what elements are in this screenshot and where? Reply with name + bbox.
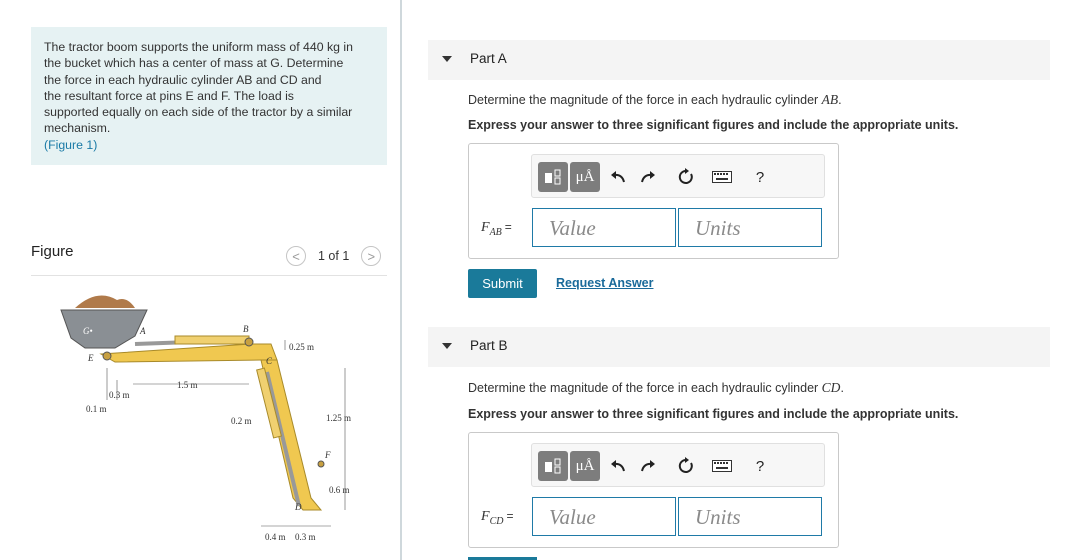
- help-button[interactable]: ?: [755, 457, 765, 475]
- undo-icon[interactable]: [608, 457, 628, 475]
- dim-15: 1.5 m: [177, 380, 198, 390]
- question-suffix: .: [840, 381, 844, 395]
- var-sub: AB: [489, 226, 502, 238]
- part-a-question: [468, 92, 842, 108]
- dim-01: 0.1 m: [86, 404, 107, 414]
- question-suffix: .: [838, 93, 842, 107]
- var-main: F: [481, 509, 490, 524]
- collapse-caret-icon[interactable]: [442, 343, 452, 349]
- equals-sign: =: [506, 509, 514, 523]
- units-symbol-button[interactable]: μÅ: [570, 162, 600, 192]
- prev-figure-button[interactable]: <: [286, 246, 306, 266]
- figure-pager: [286, 245, 381, 267]
- problem-line: supported equally on each side of the tractor by a similar: [44, 105, 353, 120]
- pin-b: [245, 338, 253, 346]
- var-sub: CD: [489, 515, 504, 527]
- collapse-caret-icon[interactable]: [442, 56, 452, 62]
- keyboard-icon[interactable]: [712, 457, 732, 475]
- pin-e: [103, 352, 111, 360]
- equals-sign: =: [504, 220, 512, 234]
- problem-pane: [0, 0, 400, 560]
- label-a: A: [140, 326, 146, 336]
- label-d: D: [295, 502, 302, 512]
- template-icon: [543, 456, 563, 476]
- question-var: CD: [821, 380, 841, 395]
- value-input[interactable]: Value: [532, 208, 676, 247]
- next-figure-button[interactable]: >: [361, 246, 381, 266]
- figure-link[interactable]: (Figure 1): [44, 137, 98, 152]
- pane-divider[interactable]: [400, 0, 402, 560]
- reset-icon[interactable]: [676, 168, 696, 186]
- part-b-question: [468, 380, 844, 396]
- redo-icon[interactable]: [638, 168, 658, 186]
- label-e: E: [88, 353, 94, 363]
- redo-icon[interactable]: [638, 457, 658, 475]
- bucket: [61, 310, 147, 348]
- dim-025: 0.25 m: [289, 342, 315, 352]
- reset-icon[interactable]: [676, 457, 696, 475]
- problem-line: the force in each hydraulic cylinder AB and CD and: [44, 72, 322, 87]
- problem-line: mechanism.: [44, 121, 111, 136]
- dim-03: 0.3 m: [109, 390, 130, 400]
- template-button[interactable]: [538, 451, 568, 481]
- cylinder-ab: [175, 336, 249, 344]
- figure-divider: [31, 275, 387, 276]
- label-c: C: [266, 356, 273, 366]
- part-b-title: Part B: [470, 338, 508, 353]
- question-text: Determine the magnitude of the force in each hydraulic cylinder: [468, 381, 822, 395]
- problem-line: the resultant force at pins E and F. The load is: [44, 88, 294, 103]
- part-b-answer-box: [468, 432, 839, 548]
- template-button[interactable]: [538, 162, 568, 192]
- figure-title: Figure: [31, 243, 74, 260]
- units-input[interactable]: Units: [678, 208, 822, 247]
- dim-125: 1.25 m: [326, 413, 352, 423]
- math-toolbar: [531, 154, 825, 198]
- dim-06: 0.6 m: [329, 485, 350, 495]
- template-icon: [543, 167, 563, 187]
- units-symbol-button[interactable]: μÅ: [570, 451, 600, 481]
- question-var: AB: [821, 92, 839, 107]
- label-f: F: [325, 450, 331, 460]
- submit-button[interactable]: Submit: [468, 269, 537, 298]
- part-a-title: Part A: [470, 51, 507, 66]
- part-b-instruction: Express your answer to three significant figures and include the appropriate units.: [468, 407, 959, 421]
- variable-label: [481, 220, 512, 238]
- request-answer-link[interactable]: Request Answer: [556, 276, 654, 290]
- problem-statement: [31, 27, 387, 165]
- variable-label: [481, 509, 513, 527]
- question-text: Determine the magnitude of the force in each hydraulic cylinder: [468, 93, 822, 107]
- dim-02: 0.2 m: [231, 416, 252, 426]
- dim-03b: 0.3 m: [295, 532, 316, 542]
- dim-04: 0.4 m: [265, 532, 286, 542]
- problem-line: The tractor boom supports the uniform mass of 440 kg in: [44, 40, 353, 54]
- bucket-load: [75, 296, 135, 309]
- pin-f: [318, 461, 324, 467]
- tractor-boom-figure: [55, 288, 365, 553]
- keyboard-icon[interactable]: [712, 168, 732, 186]
- help-button[interactable]: ?: [755, 168, 765, 186]
- value-input[interactable]: Value: [532, 497, 676, 536]
- math-toolbar: [531, 443, 825, 487]
- label-b: B: [243, 324, 249, 334]
- part-b-header[interactable]: [428, 327, 1050, 367]
- boom-upper: [101, 344, 277, 362]
- figure-count: 1 of 1: [318, 249, 350, 263]
- undo-icon[interactable]: [608, 168, 628, 186]
- var-main: F: [481, 220, 490, 235]
- part-a-answer-box: [468, 143, 839, 259]
- part-a-header[interactable]: [428, 40, 1050, 80]
- problem-line: the bucket which has a center of mass at G. Determine: [44, 56, 344, 71]
- label-g: G•: [83, 326, 93, 336]
- part-a-instruction: Express your answer to three significant figures and include the appropriate units.: [468, 118, 959, 132]
- units-input[interactable]: Units: [678, 497, 822, 536]
